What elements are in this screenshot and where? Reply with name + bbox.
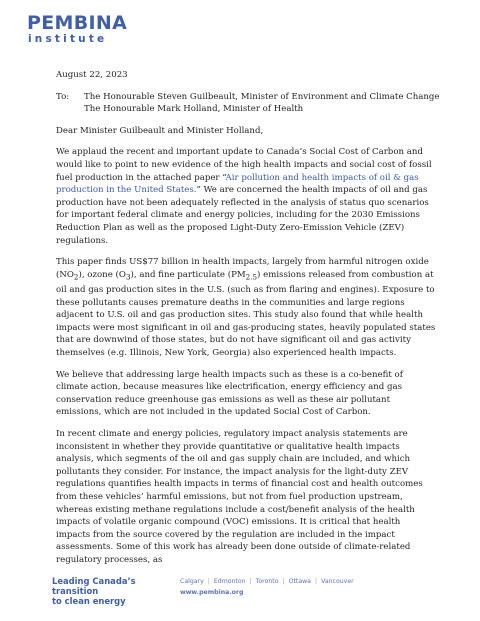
logo-wordmark-top: PEMBINA xyxy=(27,12,128,34)
paragraph-4: In recent climate and energy policies, regulatory impact analysis statements are inconsistent in whether they provide quantitative or qualitative health impacts analysis, which segments of the oil and gas supply chain are included, and which pollutants they consider. For instance, the impact analysis for the light-duty ZEV regulations quantifies health impacts in terms of financial cost and health outcomes from these vehicles’ harmful emissions, but not from fuel production upstream, whereas existing methane regulations include a cost/benefit analysis of the health impacts of volatile organic compound (VOC) emissions. It is critical that health impacts from the source covered by the regulation are included in the impact assessments. Some of this work has already been done outside of climate-related regulatory processes, as xyxy=(56,428,423,565)
recipient-list xyxy=(84,91,440,116)
salutation: Dear Minister Guilbeault and Minister Holland, xyxy=(56,125,264,136)
office-toronto: Toronto xyxy=(255,578,279,585)
website-link[interactable]: www.pembina.org xyxy=(180,589,244,596)
logo-wordmark-bottom: institute xyxy=(28,33,108,45)
office-ottawa: Ottawa xyxy=(288,578,311,585)
recipient-line: The Honourable Mark Holland, Minister of Health xyxy=(84,104,304,115)
paragraph-3: We believe that addressing large health impacts such as these is a co-benefit of climate action, because measures like electrification, energy efficiency and gas conservation reduce greenhouse gas emissions as well as these air pollutant emissions, which are not included in the updated Social Cost of Carbon. xyxy=(56,369,403,418)
to-label: To: xyxy=(56,91,70,102)
letter-body xyxy=(56,69,440,576)
letter-date: August 22, 2023 xyxy=(56,70,128,80)
separator: | xyxy=(207,578,210,585)
paragraph-2-part: ) emissions released from combustion at oil and gas production sites in the U.S. (such as from flaring and engines). Exposure to these pollutants causes premature deaths in the communities and large regions adjacent to U.S. oil and gas production sites. This study also found that while health impacts were most significant in oil and gas-producing states, heavily populated states that are downwind of those states, but do not have significant oil and gas activity themselves (e.g. Illinois, New York, Georgia) also experienced health impacts. xyxy=(56,269,436,358)
separator: | xyxy=(314,578,318,585)
subscript-no2: 2 xyxy=(73,272,79,282)
footer-offices xyxy=(180,576,354,598)
recipient-line: The Honourable Steven Guilbeault, Minister of Environment and Climate Change xyxy=(84,91,440,102)
paper-link[interactable]: Air pollution and health impacts of oil & gas production in the United States. xyxy=(56,172,419,196)
page-footer xyxy=(52,576,452,606)
paragraph-2-part: ), and fine particulate (PM xyxy=(130,269,246,280)
paragraph-1-intro: We applaud the recent and important update to Canada’s Social Cost of Carbon and would like to point to new evidence of the high health impacts and social cost of fossil fuel production in the attached paper “ xyxy=(56,147,432,183)
recipient-block xyxy=(56,91,440,116)
office-calgary: Calgary xyxy=(180,578,204,585)
office-edmonton: Edmonton xyxy=(213,578,246,585)
subscript-pm25: 2.5 xyxy=(245,272,258,282)
paragraph-2 xyxy=(56,256,436,359)
paragraph-2-part: This paper finds US$77 billion in health impacts, largely from harmful nitrogen oxide (NO xyxy=(56,257,429,280)
tagline-line-1: Leading Canada’s transition xyxy=(52,576,136,596)
subscript-o3: 3 xyxy=(125,272,131,282)
tagline-line-2: to clean energy xyxy=(52,596,126,606)
office-vancouver: Vancouver xyxy=(321,578,354,585)
footer-tagline xyxy=(52,576,172,606)
separator: | xyxy=(282,578,285,585)
separator: | xyxy=(249,578,252,585)
pembina-logo xyxy=(27,14,127,45)
paragraph-2-part: ), ozone (O xyxy=(78,269,126,280)
paragraph-1-rest: ” We are concerned the health impacts of oil and gas production have not been adequately reflected in the analysis of status quo scenarios for important federal climate and energy policies, including for the 2030 Emissions Reduction Plan as well as the proposed Light-Duty Zero-Emission Vehicle (ZEV) regulations. xyxy=(56,185,429,246)
office-list xyxy=(180,576,354,587)
paragraph-1 xyxy=(56,146,436,247)
